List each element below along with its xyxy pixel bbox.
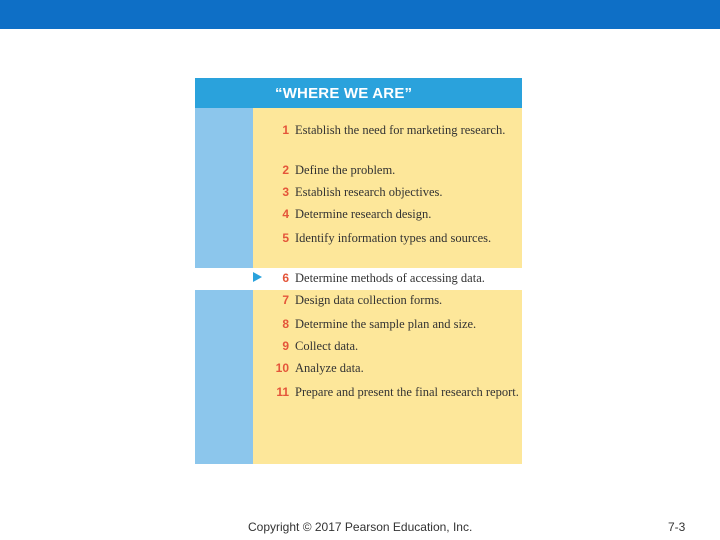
where-we-are-figure <box>195 78 522 464</box>
step-text: Define the problem. <box>295 163 396 177</box>
step-number: 7 <box>282 293 289 307</box>
step-number: 1 <box>282 123 289 137</box>
top-banner-bar <box>0 0 720 29</box>
step-text: Collect data. <box>295 339 359 353</box>
step-item <box>253 338 522 355</box>
step-number: 6 <box>282 271 289 285</box>
step-number: 2 <box>282 163 289 177</box>
step-item <box>253 384 522 418</box>
step-item <box>253 360 522 377</box>
step-item <box>253 292 522 309</box>
copyright-notice: Copyright © 2017 Pearson Education, Inc. <box>248 520 473 534</box>
step-item <box>253 316 522 333</box>
step-text: Prepare and present the final research report. <box>295 385 519 399</box>
step-number: 8 <box>282 317 289 331</box>
step-number: 9 <box>282 339 289 353</box>
current-step-arrow-icon <box>253 272 262 282</box>
figure-title: “WHERE WE ARE” <box>275 85 413 102</box>
step-item-current <box>195 268 522 290</box>
step-text: Establish research objectives. <box>295 185 443 199</box>
page-number: 7-3 <box>668 520 686 534</box>
step-item <box>253 230 522 264</box>
step-text: Determine the sample plan and size. <box>295 317 477 331</box>
step-item <box>253 184 522 201</box>
step-text: Determine research design. <box>295 207 432 221</box>
step-number: 3 <box>282 185 289 199</box>
step-list <box>195 78 522 464</box>
step-item <box>253 162 522 179</box>
step-text: Analyze data. <box>295 361 364 375</box>
step-number: 5 <box>282 231 289 245</box>
step-text: Determine methods of accessing data. <box>295 271 485 285</box>
step-text: Establish the need for marketing research. <box>295 123 506 137</box>
step-text: Design data collection forms. <box>295 293 443 307</box>
step-number: 4 <box>282 207 289 221</box>
step-number: 11 <box>276 385 289 399</box>
step-number: 10 <box>275 361 289 375</box>
step-item <box>253 206 522 223</box>
step-text: Identify information types and sources. <box>295 231 492 245</box>
step-item <box>253 122 522 156</box>
